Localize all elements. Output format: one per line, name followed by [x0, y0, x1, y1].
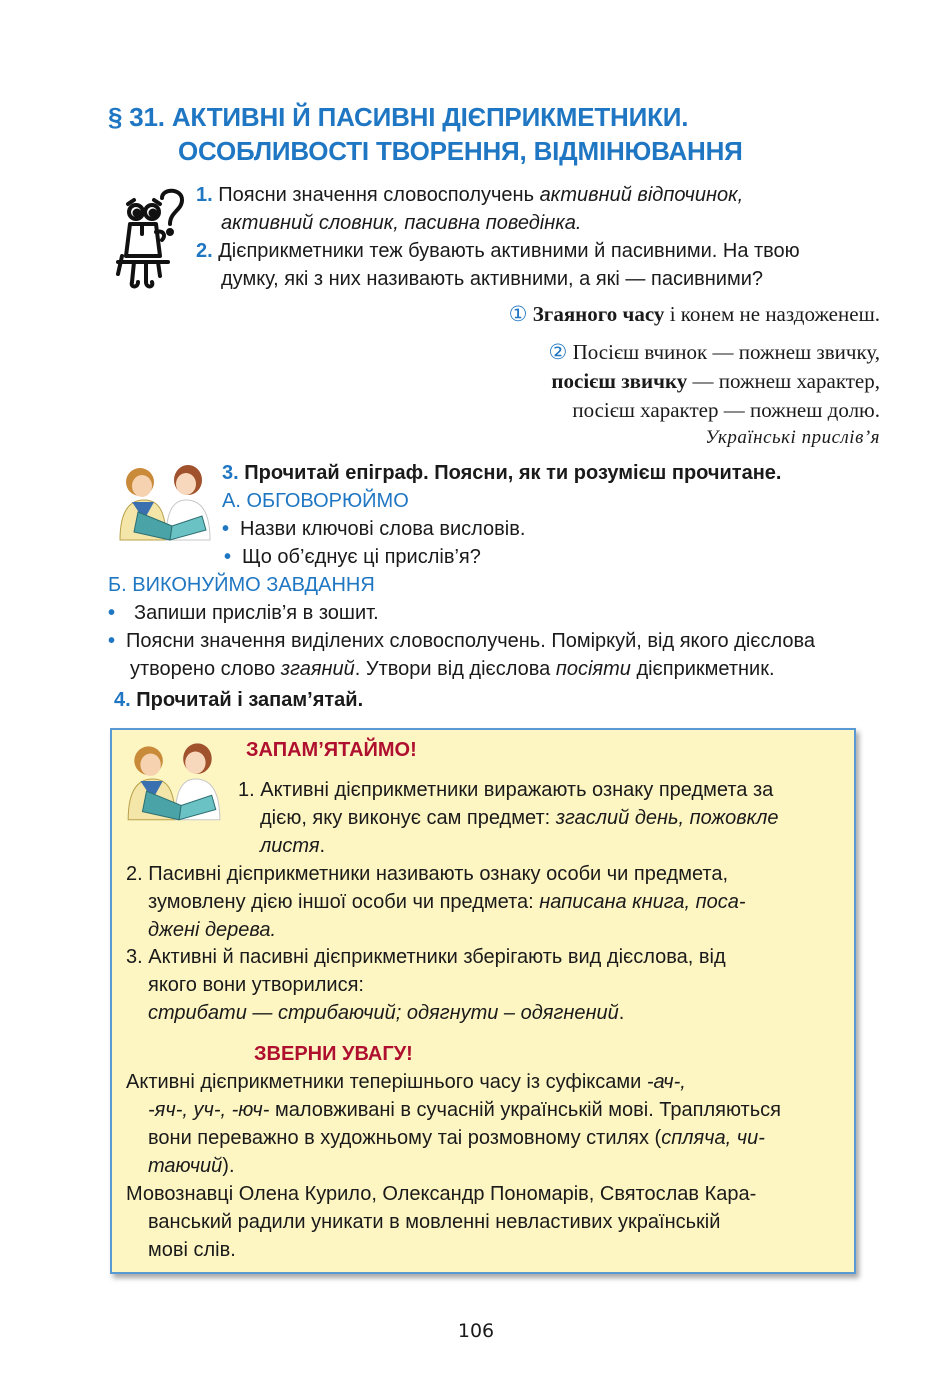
task-2 [196, 237, 896, 293]
proverb-1-text: і конем не наздоженеш. [664, 302, 880, 326]
bullet-a2-text: Що об’єднує ці прислів’я? [242, 546, 481, 568]
rule-1 [238, 776, 848, 860]
remember-heading: ЗАПАМ’ЯТАЙМО! [246, 739, 417, 761]
epigraph-source: Українські прислів’я [705, 427, 880, 448]
section-a-heading: А. ОБГОВОРЮЙМО [222, 490, 409, 512]
attention-note-1 [126, 1068, 848, 1180]
list-item: • Поясни значення виділених словосполучень. Поміркуй, від якого дієслова [108, 630, 816, 652]
task-3-number: 3. [222, 462, 239, 484]
attention-2-line3: мові слів. [148, 1239, 236, 1261]
page-title [108, 100, 743, 168]
proverb-1-marker: ① [508, 302, 528, 326]
bullet-b1-text: Запиши прислів’я в зошит. [134, 602, 379, 624]
proverb-2-highlight: посієш звичку [551, 369, 688, 393]
attention-1-text-c: вони переважно в художньому таі розмовному стилях ( [148, 1127, 662, 1149]
reading-pupils-icon [118, 738, 228, 822]
bullet-b2-line2 [108, 655, 908, 683]
proverb-2-line3: посієш характер — пожнеш долю. [572, 398, 880, 422]
proverb-2-line1: Посієш вчинок — пожнеш звичку, [567, 340, 880, 364]
rule-1-example-end: листя [260, 835, 320, 857]
task-3-text: Прочитай епіграф. Поясни, як ти розумієш прочитане. [244, 462, 782, 484]
bullet-b2-italic-1: згаяний [280, 658, 355, 680]
rule-3-line1: 3. Активні й пасивні дієприкметники зберігають вид дієслова, від [126, 946, 726, 968]
bullet-a1-text: Назви ключові слова висловів. [240, 518, 526, 540]
task-1-number: 1. [196, 184, 213, 206]
proverb-2-marker: ② [548, 340, 568, 364]
task-1 [196, 181, 896, 237]
bullet-b2-text-b: . Утвори від дієслова [354, 658, 556, 680]
bullet-b2-italic-2: посіяти [555, 658, 631, 680]
rule-2-line1: 2. Пасивні дієприкметники називають ознаку особи чи предмета, [126, 863, 729, 885]
task-2-line2: думку, які з них називають активними, а які — пасивними? [221, 268, 764, 290]
rule-2 [126, 860, 846, 944]
task-1-italic: активний відпочинок, [539, 184, 744, 206]
reading-pupils-icon [110, 460, 218, 542]
rule-2-example: написана книга, поса- [539, 891, 746, 913]
task-1-text: Поясни значення словосполучень [218, 184, 540, 206]
rule-1-text: дією, яку виконує сам предмет: [260, 807, 556, 829]
page-title-line1: § 31. АКТИВНІ Й ПАСИВНІ ДІЄПРИКМЕТНИКИ. [108, 102, 689, 132]
page-number: 106 [457, 1320, 495, 1342]
rule-3-example: стрибати — стрибаючий; одягнути – одягнений [148, 1002, 619, 1024]
task-2-number: 2. [196, 240, 213, 262]
bullet-b2-text-c: дієприкметник. [630, 658, 775, 680]
list-item: • Запиши прислів’я в зошит. [108, 602, 379, 624]
proverb-2 [280, 338, 880, 451]
task-4-number: 4. [114, 689, 131, 711]
section-b [108, 571, 908, 683]
proverb-1-highlight: Згаяного часу [532, 302, 665, 326]
attention-2-line2: ванський радили уникати в мовленні невластивих українській [148, 1211, 721, 1233]
proverb-1 [280, 300, 880, 329]
rule-2-text: зумовлену дією іншої особи чи предмета: [148, 891, 540, 913]
task-4 [114, 686, 363, 714]
task-3 [222, 459, 902, 571]
rule-1-example: згаслий день, пожовкле [555, 807, 779, 829]
rule-2-example-end: джені дерева. [148, 919, 277, 941]
bullet-b2-line1: Поясни значення виділених словосполучень. Поміркуй, від якого дієслова [126, 630, 816, 652]
task-2-line1: Дієприкметники теж бувають активними й пасивними. На твою [218, 240, 800, 262]
attention-1-suffix-a: -ач-, [646, 1071, 686, 1093]
rule-1-line1: 1. Активні дієприкметники виражають ознаку предмета за [238, 779, 774, 801]
attention-1-text-b: маловживані в сучасній українській мові. Трапляються [269, 1099, 781, 1121]
attention-heading: ЗВЕРНИ УВАГУ! [254, 1043, 413, 1065]
proverb-2-line2: — пожнеш характер, [687, 369, 880, 393]
rule-3 [126, 943, 846, 1027]
task-1-italic-continued: активний словник, пасивна поведінка. [221, 212, 582, 234]
task-4-text: Прочитай і запам’ятай. [136, 689, 364, 711]
bullet-b2-text-a: утворено слово [130, 658, 281, 680]
rule-1-period: . [319, 835, 326, 857]
attention-1-example-b: таючий [148, 1155, 223, 1177]
attention-1-example-a: спляча, чи- [661, 1127, 765, 1149]
list-item: • Назви ключові слова висловів. [222, 518, 526, 540]
question-figure-icon [112, 186, 188, 296]
rule-3-period: . [618, 1002, 625, 1024]
attention-2-line1: Мовознавці Олена Курило, Олександр Пономарів, Святослав Кара- [126, 1183, 757, 1205]
page-title-line2: ОСОБЛИВОСТІ ТВОРЕННЯ, ВІДМІНЮВАННЯ [178, 136, 743, 166]
attention-1-suffix-b: -яч-, уч-, -юч- [148, 1099, 270, 1121]
attention-1-text-d: ). [222, 1155, 235, 1177]
section-b-heading: Б. ВИКОНУЙМО ЗАВДАННЯ [108, 574, 375, 596]
rule-3-line2: якого вони утворилися: [148, 974, 364, 996]
attention-1-text-a: Активні дієприкметники теперішнього часу із суфіксами [126, 1071, 647, 1093]
attention-note-2 [126, 1180, 848, 1264]
list-item: • Що об’єднує ці прислів’я? [224, 546, 481, 568]
